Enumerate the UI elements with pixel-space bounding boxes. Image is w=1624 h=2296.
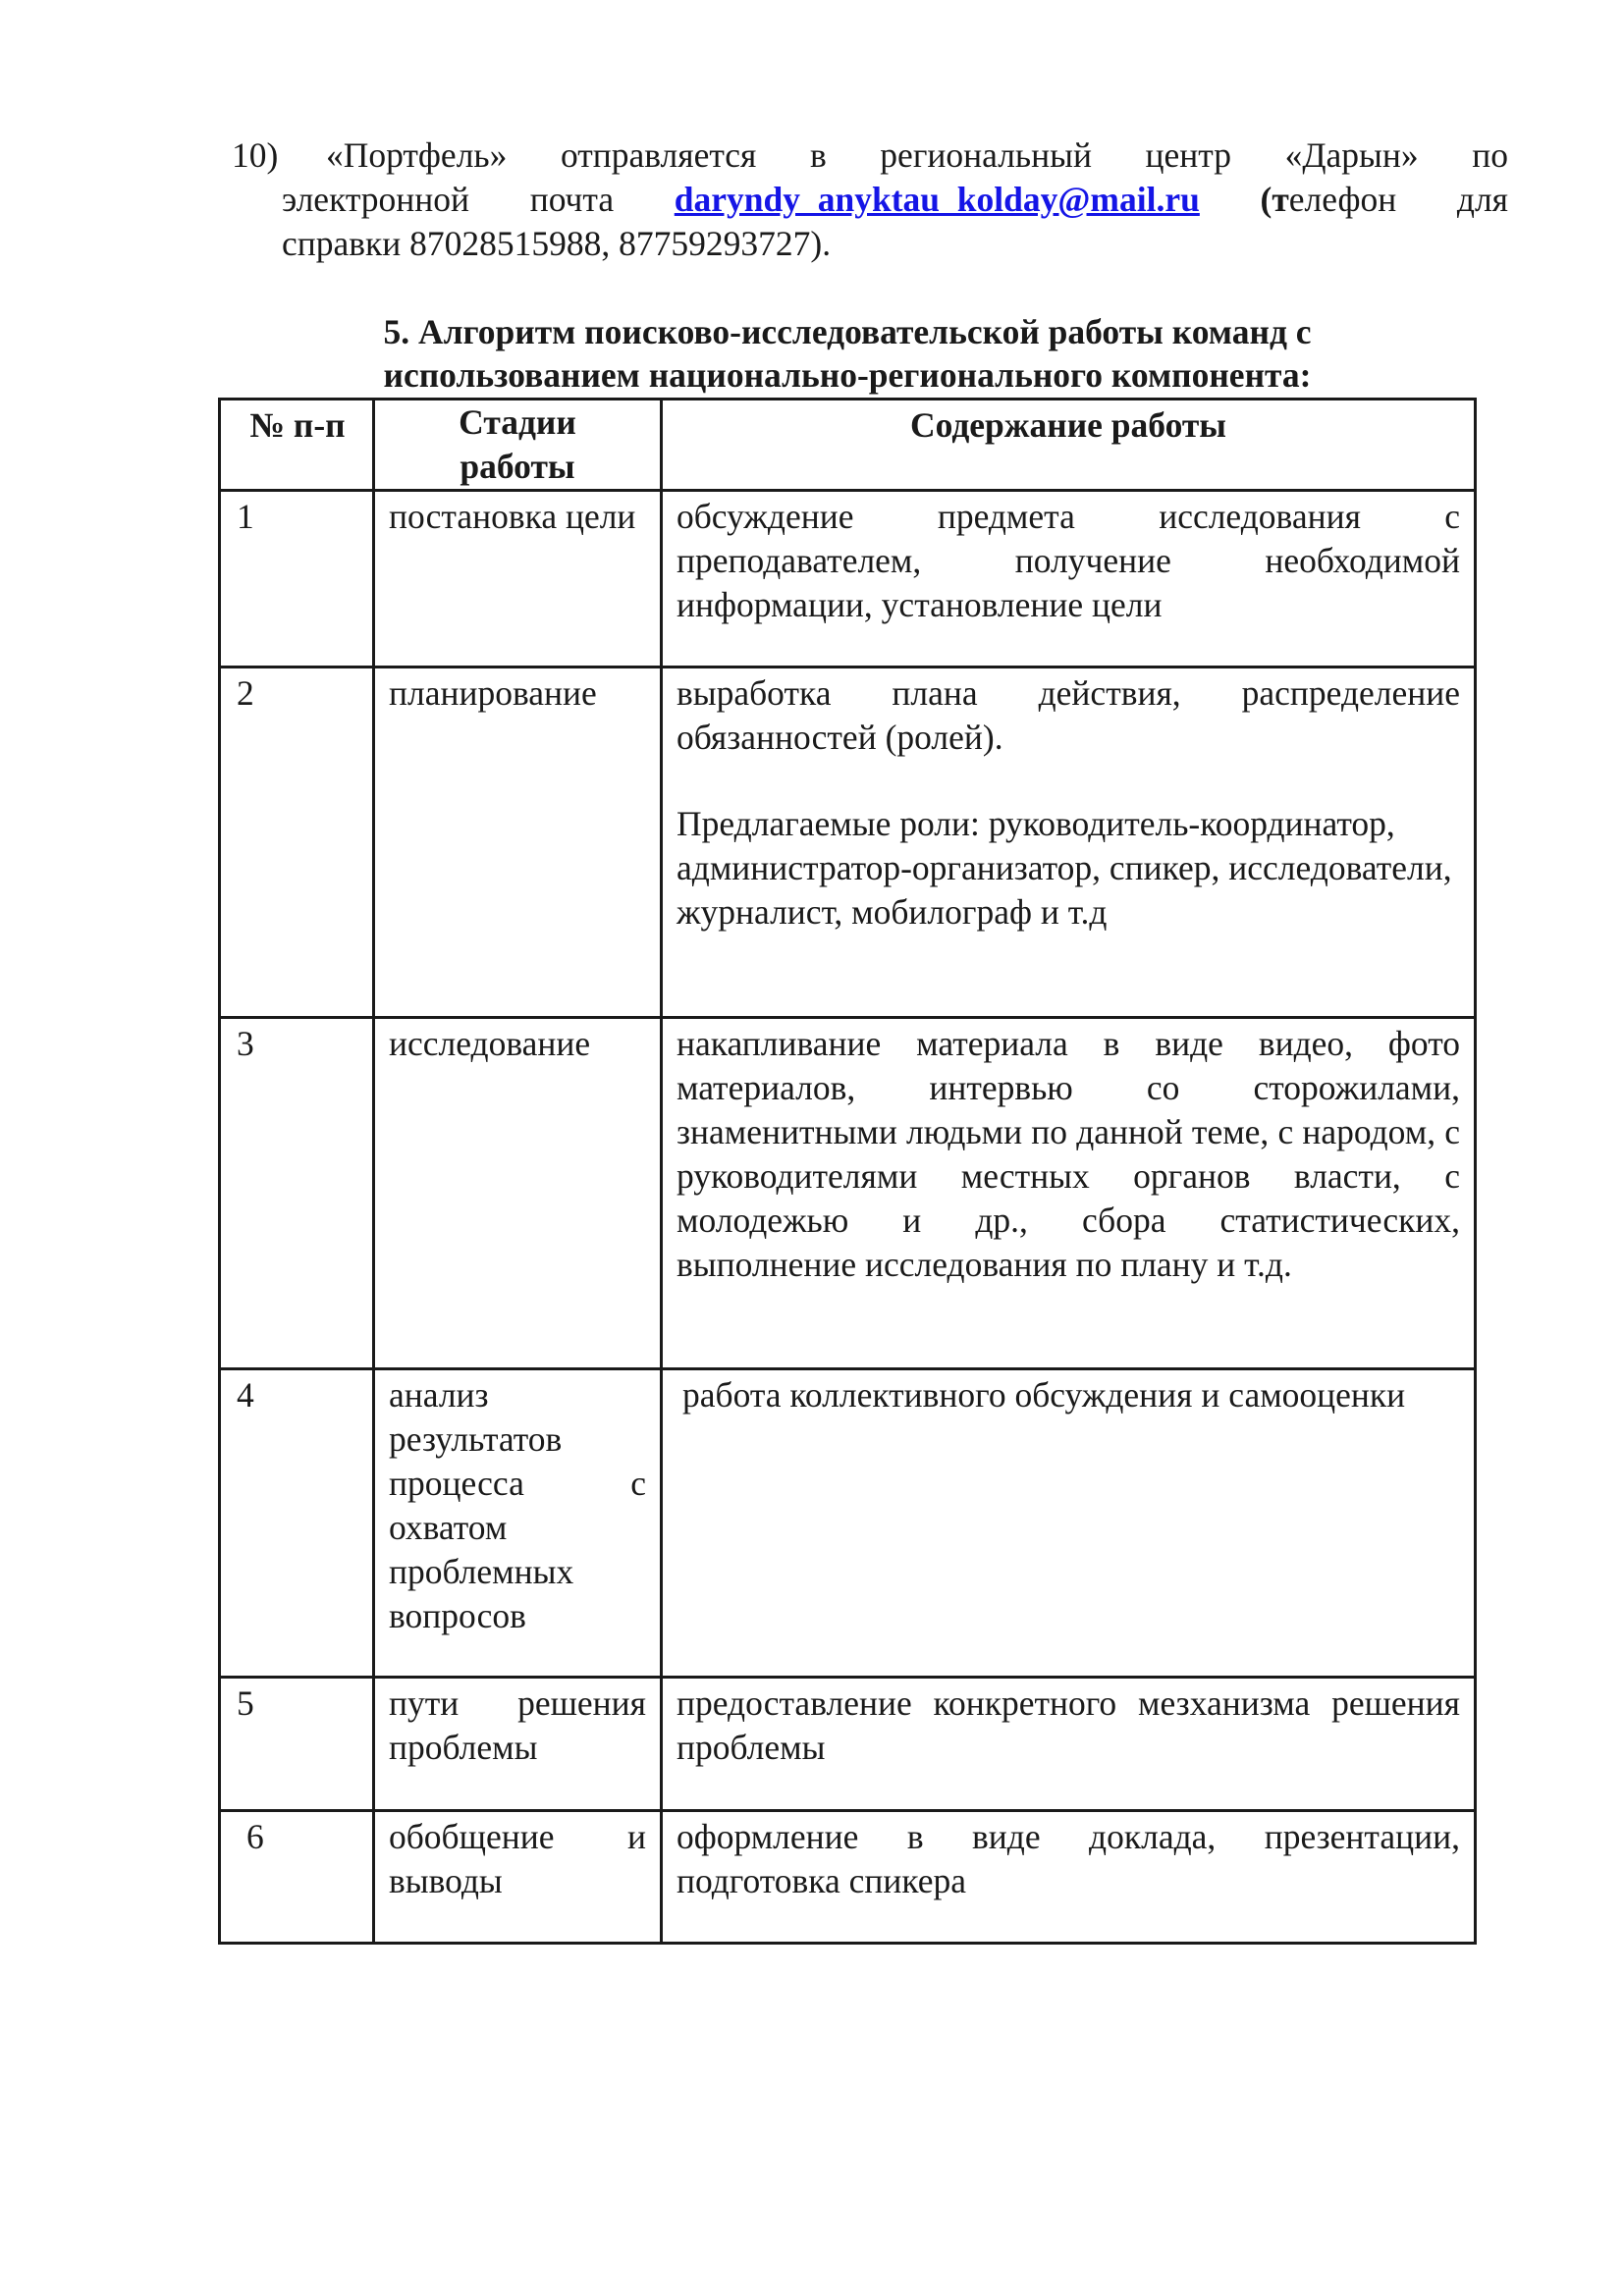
row-content: предоставление конкретного мезханизма решения проблемы bbox=[662, 1678, 1476, 1811]
item-10-line-1: «Портфель» отправляется в региональный центр «Дарын» по bbox=[326, 135, 1508, 175]
phone-note-text: елефон для bbox=[1288, 180, 1508, 219]
table-row bbox=[220, 1369, 1476, 1678]
row-content-part-2: Предлагаемые роли: руководитель-координатор, администратор-организатор, спикер, исследователи, журналист, мобилограф и т.д bbox=[677, 804, 1452, 932]
row-content: оформление в виде доклада, презентации, подготовка спикера bbox=[662, 1811, 1476, 1944]
row-num: 5 bbox=[220, 1678, 374, 1811]
row-num: 3 bbox=[220, 1018, 374, 1369]
row-content bbox=[662, 667, 1476, 1018]
row-stage: планирование bbox=[374, 667, 662, 1018]
item-10-line-2 bbox=[282, 178, 1508, 222]
row-content: обсуждение предмета исследования с преподавателем, получение необходимой информации, установление цели bbox=[662, 491, 1476, 667]
item-10-email-prefix: электронной почта bbox=[282, 180, 615, 219]
table-row bbox=[220, 667, 1476, 1018]
row-num: 1 bbox=[220, 491, 374, 667]
header-stage: Стадии работы bbox=[374, 400, 662, 491]
section-title-line-2: использованием национально-регионального компонента: bbox=[383, 355, 1312, 395]
row-stage: обобщение и выводы bbox=[374, 1811, 662, 1944]
item-number: 10) bbox=[232, 135, 279, 175]
row-stage: исследование bbox=[374, 1018, 662, 1369]
item-10-line-3: справки 87028515988, 87759293727). bbox=[282, 224, 832, 263]
row-stage: анализ результатов процесса с охватом проблемных вопросов bbox=[374, 1369, 662, 1678]
algorithm-table bbox=[218, 398, 1477, 1945]
row-num: 2 bbox=[220, 667, 374, 1018]
row-content-part-1: выработка плана действия, распределение обязанностей (ролей). bbox=[677, 673, 1460, 757]
row-content: накапливание материала в виде видео, фото материалов, интервью со сторожилами, знаменитными людьми по данной теме, с народом, с руководителями местных органов власти, с молодежью и др., сбора статистических, выполнение исследования по плану и т.д. bbox=[662, 1018, 1476, 1369]
row-num: 4 bbox=[220, 1369, 374, 1678]
header-content: Содержание работы bbox=[662, 400, 1476, 491]
email-link[interactable]: daryndy_anyktau_kolday@mail.ru bbox=[674, 180, 1200, 219]
section-title-line-1: 5. Алгоритм поисково-исследовательской работы команд с bbox=[383, 312, 1312, 351]
header-num: № п-п bbox=[220, 400, 374, 491]
table-row bbox=[220, 1678, 1476, 1811]
row-content: работа коллективного обсуждения и самооценки bbox=[662, 1369, 1476, 1678]
table-header-row bbox=[220, 400, 1476, 491]
phone-note-bold: (т bbox=[1260, 180, 1289, 219]
table-row bbox=[220, 491, 1476, 667]
table-row bbox=[220, 1018, 1476, 1369]
row-num: 6 bbox=[220, 1811, 374, 1944]
row-stage: пути решения проблемы bbox=[374, 1678, 662, 1811]
table-row bbox=[220, 1811, 1476, 1944]
row-stage: постановка цели bbox=[374, 491, 662, 667]
